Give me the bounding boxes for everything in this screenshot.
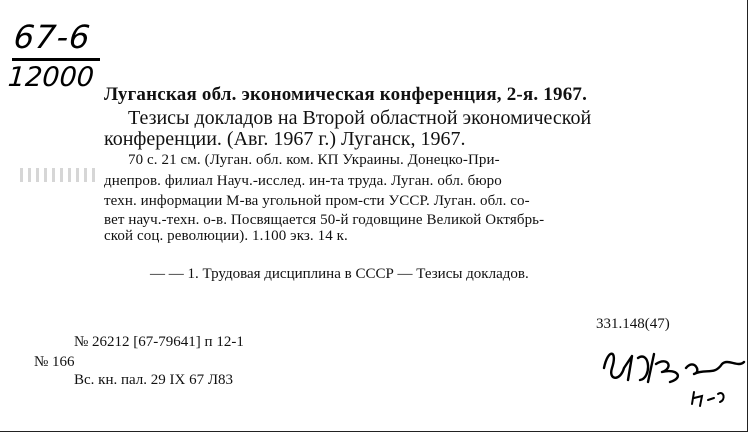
description-line-3: техн. информации М-ва угольной пром-сти УССР. Луган. обл. со- xyxy=(104,193,530,209)
description-line-1: 70 с. 21 см. (Луган. обл. ком. КП Украины. Донецко-При- xyxy=(128,152,500,168)
description-line-2: днепров. филиал Науч.-исслед. ин-та труда. Луган. обл. бюро xyxy=(104,173,502,189)
faded-stamp xyxy=(20,168,98,182)
card-heading: Луганская обл. экономическая конференция, 2-я. 1967. xyxy=(104,84,588,105)
item-number: № 166 xyxy=(34,354,75,370)
handwritten-signature xyxy=(598,338,748,408)
title-line-1: Тезисы докладов на Второй областной экономической xyxy=(128,107,592,129)
subject-tracing: — — 1. Трудовая дисциплина в СССР — Тезисы докладов. xyxy=(150,266,529,282)
handwritten-underline xyxy=(12,58,100,61)
description-line-5: ской соц. революции). 1.100 экз. 14 к. xyxy=(104,228,348,244)
description-line-4: вет науч.-техн. о-в. Посвящается 50-й годовщине Великой Октябрь- xyxy=(104,212,545,228)
title-line-2: конференции. (Авг. 1967 г.) Луганск, 1967. xyxy=(104,128,466,150)
chamber-date: Вс. кн. пал. 29 IX 67 Л83 xyxy=(74,372,234,388)
handwritten-copies: 12000 xyxy=(6,62,95,93)
registration-number: № 26212 [67-79641] п 12-1 xyxy=(74,334,244,350)
classification-number: 331.148(47) xyxy=(596,316,670,332)
handwritten-shelf-mark: 67-6 xyxy=(12,18,93,56)
